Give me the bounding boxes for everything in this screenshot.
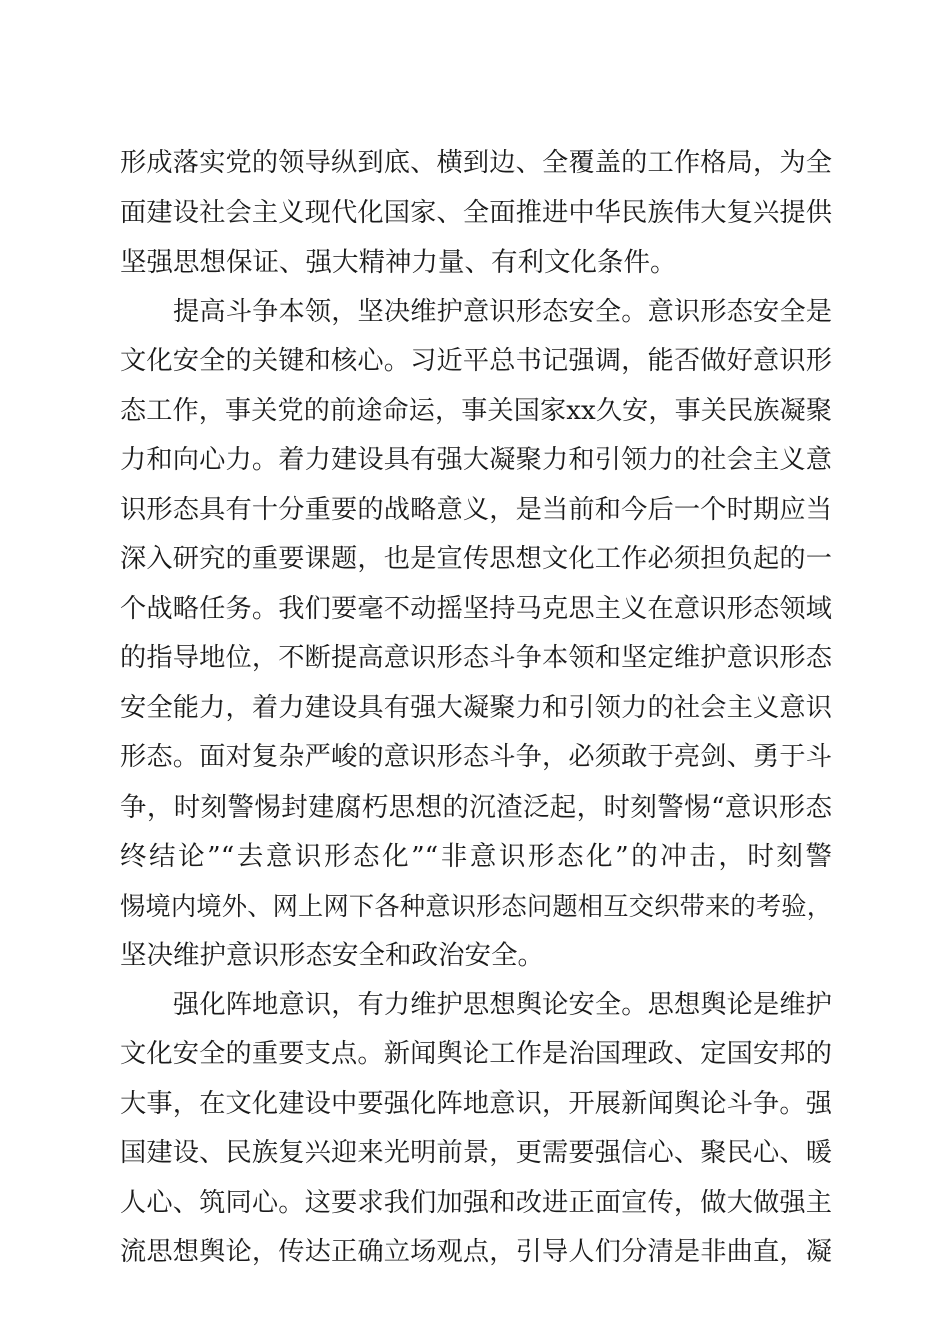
text-line: 坚强思想保证、强大精神力量、有利文化条件。 bbox=[120, 247, 677, 278]
text-line: 安全能力，着力建设具有强大凝聚力和引领力的社会主义意识 bbox=[120, 692, 832, 723]
text-line: 力和向心力。着力建设具有强大凝聚力和引领力的社会主义意 bbox=[120, 445, 832, 475]
text-line: 流思想舆论，传达正确立场观点，引导人们分清是非曲直，凝 bbox=[120, 1237, 832, 1267]
document-page bbox=[120, 139, 832, 1278]
paragraph bbox=[120, 288, 832, 981]
text-line: 强化阵地意识，有力维护思想舆论安全。思想舆论是维护 bbox=[173, 989, 832, 1020]
text-line: 人心、筑同心。这要求我们加强和改进正面宣传，做大做强主 bbox=[120, 1187, 832, 1218]
text-line: 形成落实党的领导纵到底、横到边、全覆盖的工作格局，为全 bbox=[120, 148, 832, 178]
text-line: 争，时刻警惕封建腐朽思想的沉渣泛起，时刻警惕“意识形态 bbox=[120, 791, 832, 823]
text-line: 终结论”“去意识形态化”“非意识形态化”的冲击，时刻警 bbox=[120, 841, 832, 872]
text-line: 的指导地位，不断提高意识形态斗争本领和坚定维护意识形态 bbox=[120, 643, 832, 673]
text-line: 态工作，事关党的前途命运，事关国家xx久安，事关民族凝聚 bbox=[120, 395, 832, 426]
text-line: 大事，在文化建设中要强化阵地意识，开展新闻舆论斗争。强 bbox=[120, 1088, 832, 1119]
text-line: 提高斗争本领，坚决维护意识形态安全。意识形态安全是 bbox=[173, 296, 832, 327]
text-line: 个战略任务。我们要毫不动摇坚持马克思主义在意识形态领域 bbox=[120, 593, 832, 624]
text-line: 坚决维护意识形态安全和政治安全。 bbox=[120, 940, 544, 971]
text-line: 惕境内境外、网上网下各种意识形态问题相互交织带来的考验， bbox=[120, 891, 832, 921]
text-line: 深入研究的重要课题，也是宣传思想文化工作必须担负起的一 bbox=[120, 544, 832, 574]
text-line: 文化安全的重要支点。新闻舆论工作是治国理政、定国安邦的 bbox=[120, 1039, 832, 1069]
text-line: 国建设、民族复兴迎来光明前景，更需要强信心、聚民心、暖 bbox=[120, 1138, 832, 1168]
text-line: 文化安全的关键和核心。习近平总书记强调，能否做好意识形 bbox=[120, 346, 832, 376]
paragraph bbox=[120, 139, 832, 288]
text-line: 形态。面对复杂严峻的意识形态斗争，必须敢于亮剑、勇于斗 bbox=[120, 742, 832, 772]
text-line: 面建设社会主义现代化国家、全面推进中华民族伟大复兴提供 bbox=[120, 197, 832, 228]
paragraph bbox=[120, 981, 832, 1278]
text-line: 识形态具有十分重要的战略意义，是当前和今后一个时期应当 bbox=[120, 494, 832, 525]
